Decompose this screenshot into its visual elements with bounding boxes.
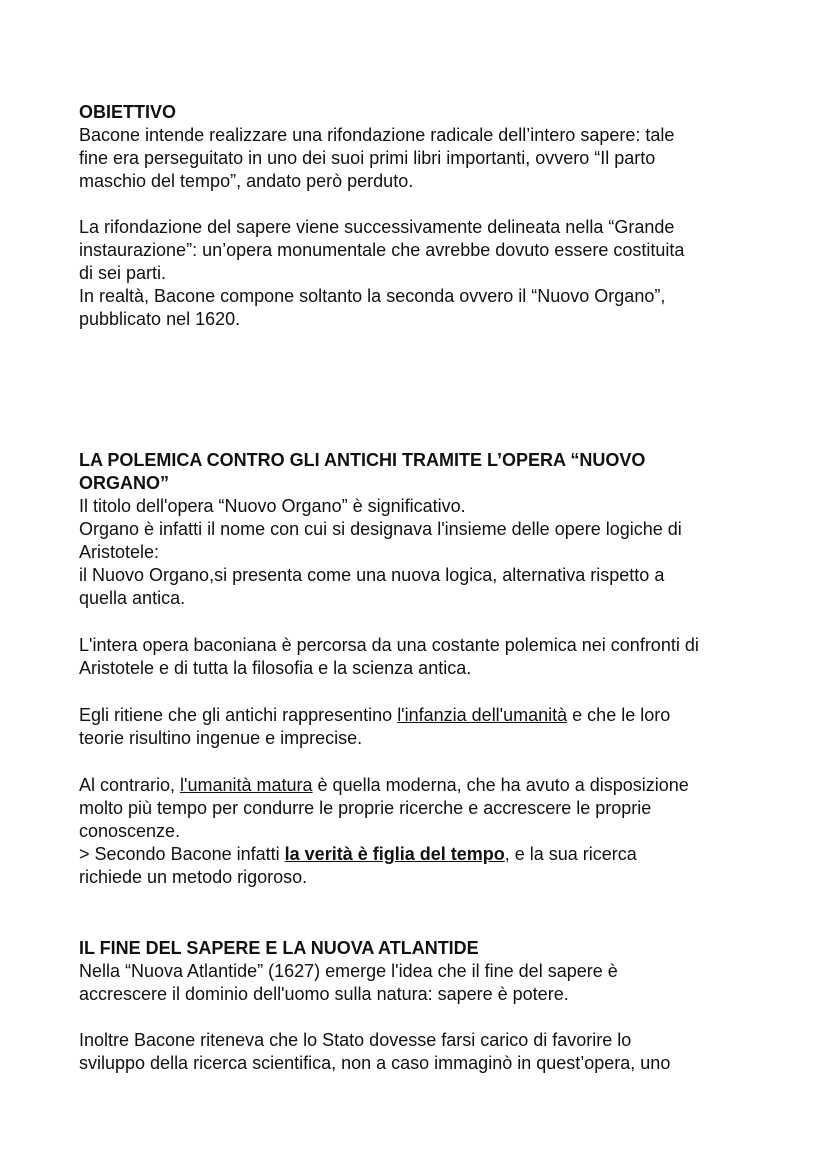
- paragraph-line: Inoltre Bacone riteneva che lo Stato dovesse farsi carico di favorire lo: [79, 1030, 632, 1050]
- paragraph-line: quella antica.: [79, 588, 186, 608]
- paragraph-line: [79, 704, 670, 727]
- underlined-phrase: l'umanità matura: [180, 775, 313, 795]
- paragraph-line: accrescere il dominio dell'uomo sulla natura: sapere è potere.: [79, 984, 569, 1004]
- paragraph-line: conoscenze.: [79, 821, 181, 841]
- paragraph-line: Organo è infatti il nome con cui si designava l'insieme delle opere logiche di: [79, 519, 682, 539]
- text-run: > Secondo Bacone infatti: [79, 844, 285, 864]
- paragraph-line: La rifondazione del sapere viene successivamente delineata nella “Grande: [79, 217, 675, 237]
- text-run: Al contrario,: [79, 775, 181, 795]
- paragraph-line: Il titolo dell'opera “Nuovo Organo” è significativo.: [79, 496, 466, 516]
- paragraph-line: Nella “Nuova Atlantide” (1627) emerge l'idea che il fine del sapere è: [79, 961, 618, 981]
- bold-underlined-phrase: la verità è figlia del tempo: [284, 844, 505, 864]
- paragraph-line: Bacone intende realizzare una rifondazione radicale dell’intero sapere: tale: [79, 125, 675, 145]
- paragraph-line: il Nuovo Organo,si presenta come una nuova logica, alternativa rispetto a: [79, 565, 665, 585]
- paragraph-line: sviluppo della ricerca scientifica, non a caso immaginò in quest’opera, uno: [79, 1053, 671, 1073]
- text-run: Egli ritiene che gli antichi rappresentino: [79, 705, 398, 725]
- paragraph-line: Aristotele:: [79, 542, 160, 562]
- paragraph-line: Aristotele e di tutta la filosofia e la scienza antica.: [79, 658, 472, 678]
- paragraph-line: molto più tempo per condurre le proprie ricerche e accrescere le proprie: [79, 798, 652, 818]
- paragraph-line: maschio del tempo”, andato però perduto.: [79, 171, 414, 191]
- paragraph-line: L'intera opera baconiana è percorsa da una costante polemica nei confronti di: [79, 635, 699, 655]
- paragraph-line: [79, 774, 689, 797]
- paragraph-line: In realtà, Bacone compone soltanto la seconda ovvero il “Nuovo Organo”,: [79, 286, 666, 306]
- paragraph-line: di sei parti.: [79, 263, 167, 283]
- text-run: e che le loro: [567, 705, 671, 725]
- heading-polemica: LA POLEMICA CONTRO GLI ANTICHI TRAMITE L’OPERA “NUOVO: [79, 450, 646, 470]
- heading-obiettivo: OBIETTIVO: [79, 102, 177, 122]
- paragraph-line: instaurazione”: un’opera monumentale che avrebbe dovuto essere costituita: [79, 240, 685, 260]
- paragraph-line: pubblicato nel 1620.: [79, 309, 241, 329]
- heading-polemica-cont: ORGANO”: [79, 473, 169, 493]
- paragraph-line: richiede un metodo rigoroso.: [79, 867, 308, 887]
- paragraph-line: [79, 843, 637, 866]
- paragraph-line: teorie risultino ingenue e imprecise.: [79, 728, 363, 748]
- underlined-phrase: l'infanzia dell'umanità: [397, 705, 568, 725]
- paragraph-line: fine era perseguitato in uno dei suoi primi libri importanti, ovvero “Il parto: [79, 148, 656, 168]
- text-run: è quella moderna, che ha avuto a disposizione: [312, 775, 689, 795]
- heading-fine-del-sapere: IL FINE DEL SAPERE E LA NUOVA ATLANTIDE: [79, 938, 479, 958]
- text-run: , e la sua ricerca: [504, 844, 637, 864]
